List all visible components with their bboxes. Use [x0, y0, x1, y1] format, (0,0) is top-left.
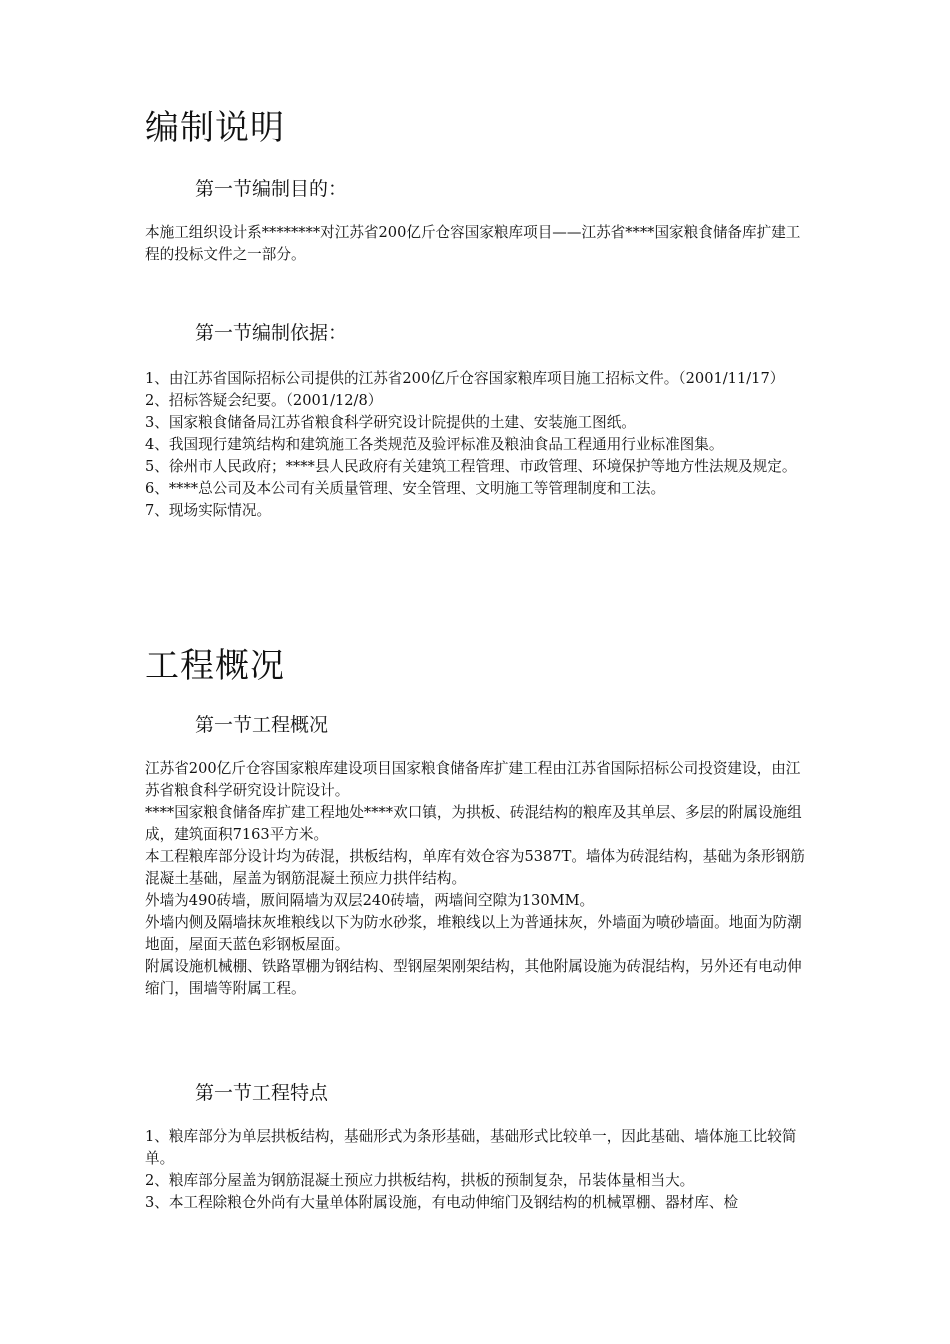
list-item: 5、徐州市人民政府；****县人民政府有关建筑工程管理、市政管理、环境保护等地方性法规及规定。 — [145, 458, 797, 475]
section-title-bianzhi: 编制说明 — [145, 108, 285, 148]
subsection-title-purpose: 第一节编制目的： — [195, 178, 348, 200]
section-title-overview: 工程概况 — [145, 646, 285, 686]
paragraph: ****国家粮食储备库扩建工程地处****欢口镇，为拱板、砖混结构的粮库及其单层、多层的附属设施组成，建筑面积7163平方米。 — [145, 804, 802, 843]
paragraph-block-purpose — [145, 222, 810, 266]
list-item: 4、我国现行建筑结构和建筑施工各类规范及验评标准及粮油食品工程通用行业标准图集。 — [145, 436, 724, 453]
paragraph: 本工程粮库部分设计均为砖混，拱板结构，单库有效仓容为5387T。墙体为砖混结构，基础为条形钢筋混凝土基础，屋盖为钢筋混凝土预应力拱伴结构。 — [145, 848, 805, 887]
paragraph: 外墙为490砖墙，厫间隔墙为双层240砖墙，两墙间空隙为130MM。 — [145, 892, 595, 909]
list-item: 3、国家粮食储备局江苏省粮食科学研究设计院提供的土建、安装施工图纸。 — [145, 414, 636, 431]
paragraph-block-basis — [145, 368, 810, 522]
list-item: 6、****总公司及本公司有关质量管理、安全管理、文明施工等管理制度和工法。 — [145, 480, 666, 497]
paragraph: 附属设施机械棚、铁路罩棚为钢结构、型钢屋架刚架结构，其他附属设施为砖混结构，另外还有电动伸缩门，围墙等附属工程。 — [145, 958, 802, 997]
list-item: 7、现场实际情况。 — [145, 502, 272, 519]
paragraph: 本施工组织设计系********对江苏省200亿斤仓容国家粮库项目——江苏省****国家粮食储备库扩建工程的投标文件之一部分。 — [145, 224, 801, 263]
subsection-title-basis: 第一节编制依据： — [195, 322, 348, 344]
paragraph-block-overview — [145, 758, 810, 1000]
list-item: 1、粮库部分为单层拱板结构，基础形式为条形基础，基础形式比较单一，因此基础、墙体施工比较简单。 — [145, 1128, 797, 1167]
list-item: 2、招标答疑会纪要。（2001/12/8） — [145, 392, 383, 409]
list-item: 1、由江苏省国际招标公司提供的江苏省200亿斤仓容国家粮库项目施工招标文件。（2001/11/17） — [145, 370, 785, 387]
paragraph: 外墙内侧及隔墙抹灰堆粮线以下为防水砂浆，堆粮线以上为普通抹灰，外墙面为喷砂墙面。地面为防潮地面，屋面天蓝色彩钢板屋面。 — [145, 914, 802, 953]
list-item: 3、本工程除粮仓外尚有大量单体附属设施，有电动伸缩门及钢结构的机械罩棚、器材库、检 — [145, 1194, 739, 1211]
subsection-title-overview: 第一节工程概况 — [195, 714, 329, 736]
subsection-title-features: 第一节工程特点 — [195, 1082, 329, 1104]
paragraph-block-features — [145, 1126, 810, 1214]
paragraph: 江苏省200亿斤仓容国家粮库建设项目国家粮食储备库扩建工程由江苏省国际招标公司投资建设，由江苏省粮食科学研究设计院设计。 — [145, 760, 801, 799]
list-item: 2、粮库部分屋盖为钢筋混凝土预应力拱板结构，拱板的预制复杂，吊装体量相当大。 — [145, 1172, 695, 1189]
